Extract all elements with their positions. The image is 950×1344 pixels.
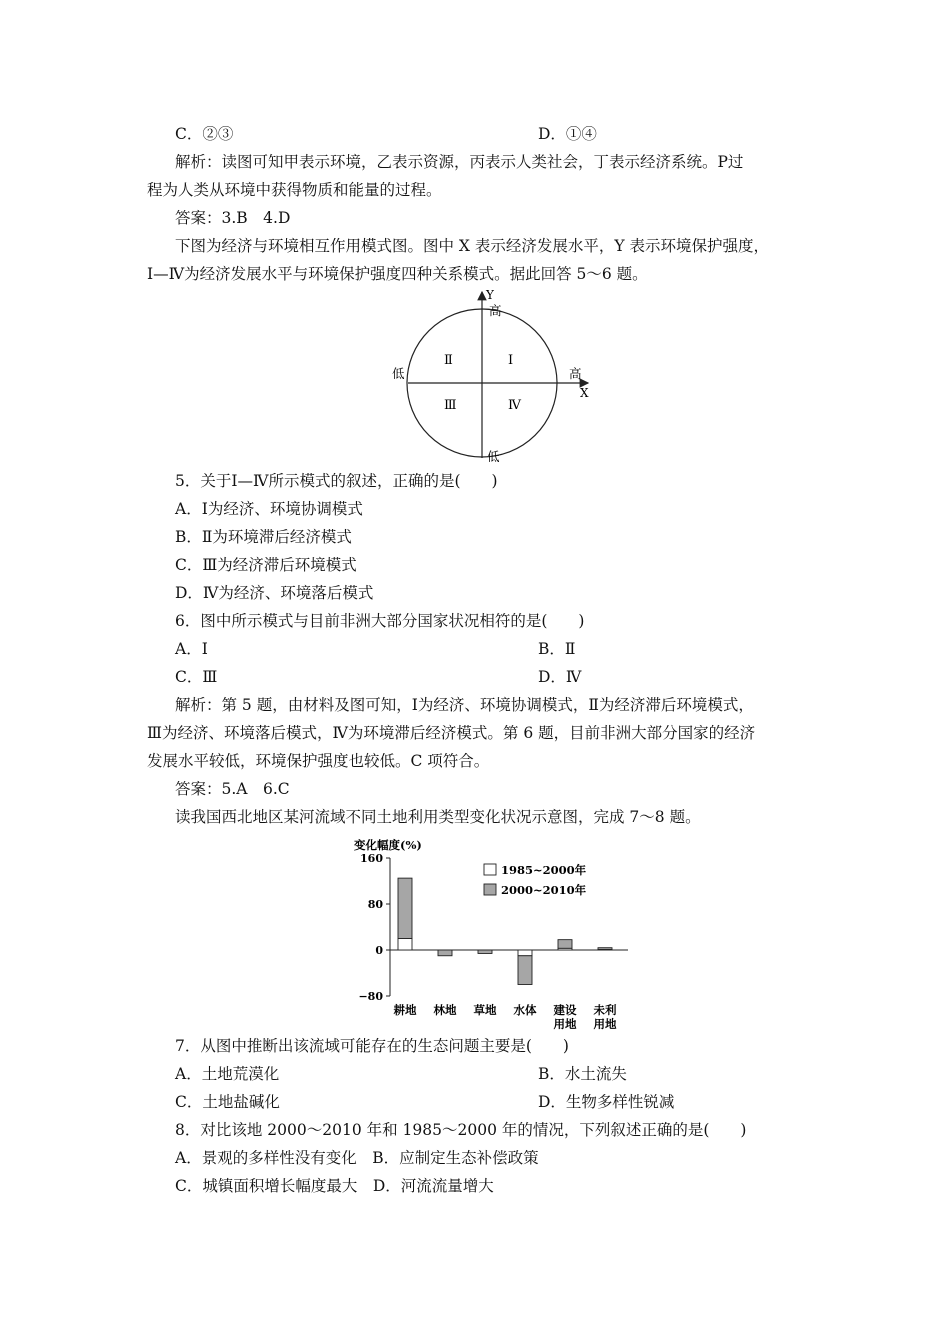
q5-option-d: D．Ⅳ为经济、环境落后模式	[175, 584, 374, 602]
q34-analysis-line1: 解析：读图可知甲表示环境，乙表示资源，丙表示人类社会，丁表示经济系统。P过	[175, 153, 744, 171]
bar-1985-2000	[518, 950, 532, 956]
y-tick-label: 0	[375, 944, 383, 957]
y-tick-label: 80	[367, 898, 383, 911]
q56-analysis-line1: 解析：第 5 题，由材料及图可知，Ⅰ为经济、环境协调模式，Ⅱ为经济滞后环境模式，	[175, 696, 754, 714]
land-use-change-chart	[350, 834, 640, 1038]
category-label: 林地	[433, 1003, 457, 1017]
bar-2000-2010	[478, 950, 492, 953]
category-label: 水体	[513, 1003, 537, 1017]
category-label: 耕地	[393, 1003, 417, 1017]
y-tick-label: 160	[360, 852, 383, 865]
category-label: 未利	[593, 1003, 617, 1017]
bar-2000-2010	[518, 956, 532, 985]
q8-options-cd: C．城镇面积增长幅度最大 D．河流流量增大	[175, 1177, 494, 1195]
q56-analysis-line3: 发展水平较低，环境保护强度也较低。C 项符合。	[147, 752, 490, 770]
q7-option-c: C．土地盐碱化	[175, 1093, 280, 1111]
quadrant-3-label: Ⅲ	[444, 398, 457, 413]
category-label: 用地	[553, 1017, 577, 1031]
bar-2000-2010	[438, 950, 452, 956]
y-low-label: 低	[487, 449, 500, 464]
x-low-label: 低	[392, 366, 405, 381]
intro2: 读我国西北地区某河流域不同土地利用类型变化状况示意图，完成 7～8 题。	[175, 808, 701, 826]
q7-stem: 7．从图中推断出该流域可能存在的生态问题主要是( )	[175, 1037, 569, 1055]
chart-ylabel: 变化幅度(%)	[354, 838, 422, 852]
category-label: 草地	[473, 1003, 497, 1017]
q8-stem: 8．对比该地 2000～2010 年和 1985～2000 年的情况，下列叙述正确的是( )	[175, 1121, 747, 1139]
q34-answer: 答案：3.B 4.D	[175, 209, 291, 227]
q34-analysis-line2: 程为人类从环境中获得物质和能量的过程。	[147, 181, 442, 199]
q7-option-d: D．生物多样性锐减	[538, 1093, 675, 1111]
q4-option-d: D．①④	[538, 125, 597, 143]
y-axis-label: Y	[486, 288, 494, 302]
q5-option-a: A．Ⅰ为经济、环境协调模式	[175, 500, 363, 518]
quadrant-2-label: Ⅱ	[444, 353, 453, 368]
x-high-label: 高	[569, 366, 582, 381]
category-label: 用地	[593, 1017, 617, 1031]
legend-swatch	[484, 864, 496, 875]
q7-option-a: A．土地荒漠化	[175, 1065, 280, 1083]
q5-option-b: B．Ⅱ为环境滞后经济模式	[175, 528, 352, 546]
bar-1985-2000	[398, 939, 412, 951]
q6-option-a: A．Ⅰ	[175, 640, 208, 658]
q6-option-c: C．Ⅲ	[175, 668, 218, 686]
legend-swatch	[484, 884, 496, 895]
q6-option-b: B．Ⅱ	[538, 640, 576, 658]
bar-2000-2010	[398, 878, 412, 938]
y-high-label: 高	[489, 303, 502, 318]
intro1-line1: 下图为经济与环境相互作用模式图。图中 X 表示经济发展水平，Y 表示环境保护强度，	[175, 237, 770, 255]
y-tick-label: −80	[358, 990, 383, 1003]
bar-2000-2010	[558, 940, 572, 949]
bar-2000-2010	[598, 948, 612, 950]
category-label: 建设	[553, 1003, 577, 1017]
q6-stem: 6．图中所示模式与目前非洲大部分国家状况相符的是( )	[175, 612, 585, 630]
q6-option-d: D．Ⅳ	[538, 668, 582, 686]
q5-stem: 5．关于Ⅰ—Ⅳ所示模式的叙述，正确的是( )	[175, 472, 498, 490]
q7-option-b: B．水土流失	[538, 1065, 627, 1083]
quadrant-1-label: Ⅰ	[508, 353, 514, 368]
intro1-line2: Ⅰ—Ⅳ为经济发展水平与环境保护强度四种关系模式。据此回答 5～6 题。	[147, 265, 648, 283]
x-axis-label: X	[580, 386, 589, 400]
q56-analysis-line2: Ⅲ为经济、环境落后模式，Ⅳ为环境滞后经济模式。第 6 题，目前非洲大部分国家的经济	[147, 724, 756, 742]
q56-answer: 答案：5.A 6.C	[175, 780, 290, 798]
q5-option-c: C．Ⅲ为经济滞后环境模式	[175, 556, 357, 574]
q8-options-ab: A．景观的多样性没有变化 B．应制定生态补偿政策	[175, 1149, 539, 1167]
q4-option-c: C．②③	[175, 125, 234, 143]
legend-label: 2000~2010年	[501, 883, 587, 897]
legend-label: 1985~2000年	[501, 863, 587, 877]
economy-environment-diagram	[370, 286, 610, 470]
quadrant-4-label: Ⅳ	[508, 398, 521, 413]
